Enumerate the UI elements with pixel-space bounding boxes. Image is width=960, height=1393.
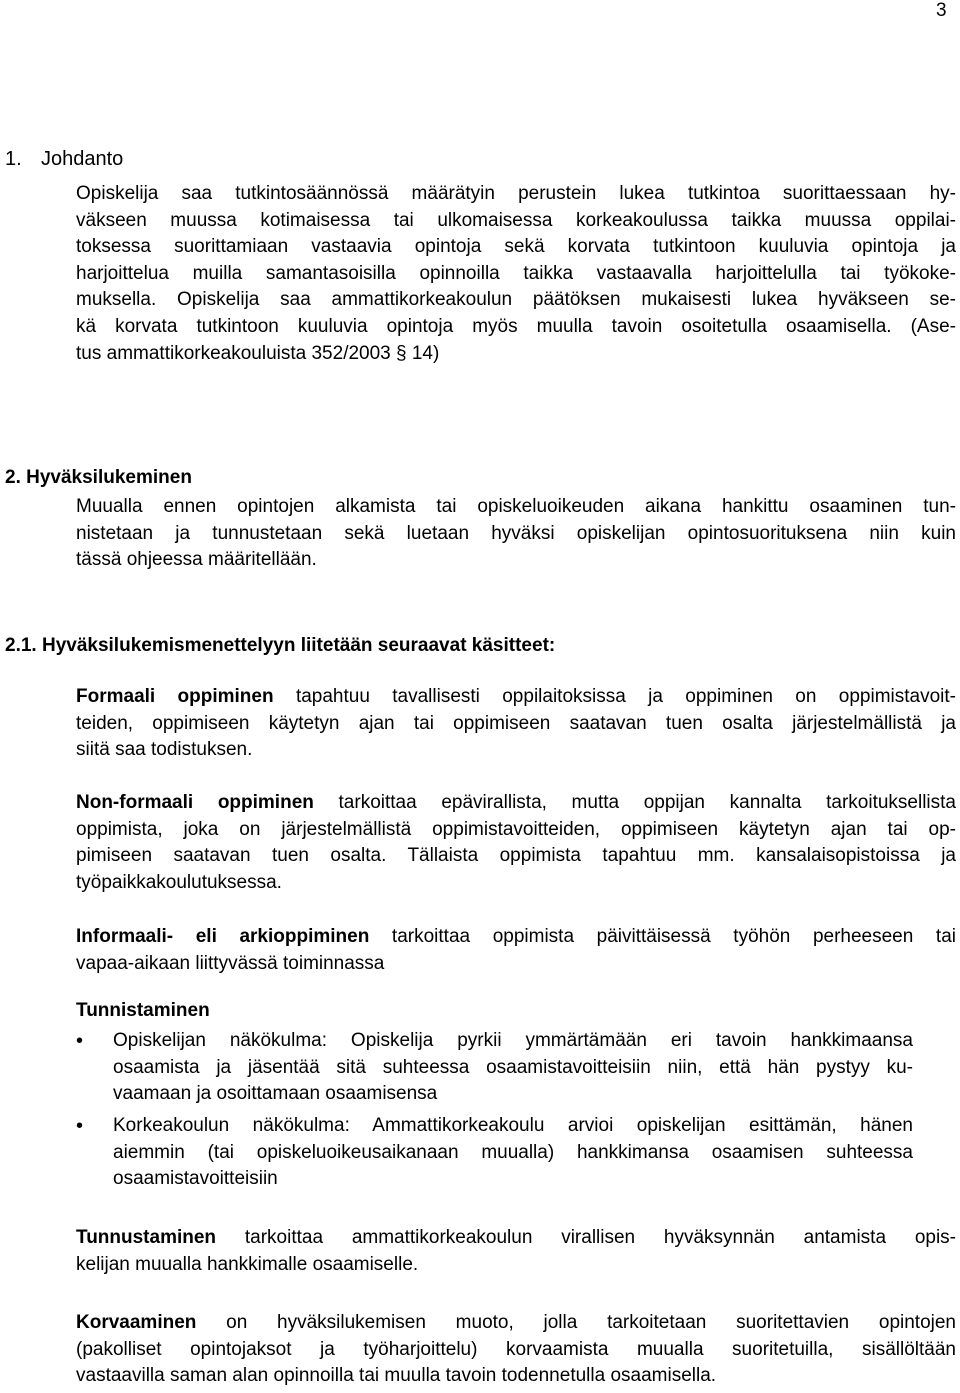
text-line: harjoittelua muilla samantasoisilla opinnoilla taikka vastaavalla harjoittelulla tai työkoke- — [76, 262, 956, 284]
text-line: aiemmin (tai opiskeluoikeusaikanaan muualla) hankkimansa osaamisen suhteessa — [113, 1141, 913, 1163]
text-line: väkseen muussa kotimaisessa tai ulkomaisessa korkeakoulussa taikka muussa oppilai- — [76, 209, 956, 231]
text-line: Opiskelija saa tutkintosäännössä määrätyin perustein lukea tutkintoa suorittaessaan hy- — [76, 183, 956, 204]
text-line: toksessa suorittamiaan vastaavia opintoja sekä korvata tutkintoon kuuluvia opintoja ja — [76, 236, 956, 258]
section-2-heading: 2. Hyväksilukeminen — [5, 467, 192, 488]
term-nonformaali: Non-formaali oppiminen — [76, 792, 314, 813]
text-line — [76, 1225, 956, 1252]
section-1-heading — [5, 147, 123, 171]
text-line: vastaavilla saman alan opinnoilla tai muulla tavoin todennetulla osaamisella. — [76, 1365, 717, 1387]
section-1-title: Johdanto — [41, 148, 124, 170]
text-line — [76, 924, 956, 951]
section-1-paragraph — [76, 181, 956, 367]
section-1-number: 1. — [5, 148, 22, 170]
term-text: on hyväksilukemisen muoto, jolla tarkoitetaan suoritettavien opintojen — [196, 1312, 956, 1333]
term-text: tarkoittaa epävirallista, mutta oppijan kannalta tarkoituksellista — [313, 792, 956, 813]
tunnistaminen-bullet-2 — [113, 1113, 913, 1193]
text-line: vaamaan ja osoittamaan osaamisensa — [113, 1083, 438, 1105]
term-text: tarkoittaa oppimista päivittäisessä työhön perheeseen tai — [369, 926, 956, 947]
term-informaali: Informaali- eli arkioppiminen — [76, 926, 370, 947]
term-tunnustaminen: Tunnustaminen — [76, 1227, 217, 1248]
text-line: Muualla ennen opintojen alkamista tai opiskeluoikeuden aikana hankittu osaaminen tun- — [76, 496, 956, 517]
bullet-icon: • — [76, 1115, 84, 1137]
text-line: tässä ohjeessa määritellään. — [76, 549, 317, 571]
korvaaminen-paragraph — [76, 1310, 956, 1390]
text-line: osaamista ja jäsentää sitä suhteessa osaamistavoitteisiin niin, että hän pystyy ku- — [113, 1056, 913, 1078]
text-line: muksella. Opiskelija saa ammattikorkeakoulun päätöksen mukaisesti lukea hyväkseen se- — [76, 289, 956, 311]
text-line — [76, 1310, 956, 1337]
page-number: 3 — [936, 0, 947, 21]
section-2-1-heading: 2.1. Hyväksilukemismenettelyyn liitetään seuraavat käsitteet: — [5, 635, 556, 656]
term-text: tarkoittaa ammattikorkeakoulun virallisen hyväksynnän antamista opis- — [216, 1227, 956, 1248]
text-line — [76, 790, 956, 817]
bullet-icon: • — [76, 1030, 84, 1052]
formaali-paragraph — [76, 684, 956, 764]
text-line: nistetaan ja tunnustetaan sekä luetaan hyväksi opiskelijan opintosuorituksena niin kuin — [76, 522, 956, 544]
tunnistaminen-heading — [76, 998, 956, 1025]
text-line: teiden, oppimiseen käytetyn ajan tai oppimiseen saatavan tuen osalta järjestelmällistä ja — [76, 712, 956, 734]
text-line — [76, 684, 956, 711]
text-line: osaamistavoitteisiin — [113, 1168, 278, 1190]
text-line: Korkeakoulun näkökulma: Ammattikorkeakoulu arvioi opiskelijan esittämän, hänen — [113, 1115, 913, 1136]
term-text: tapahtuu tavallisesti oppilaitoksissa ja oppiminen on oppimistavoit- — [273, 686, 956, 707]
nonformaali-paragraph — [76, 790, 956, 896]
text-line: tus ammattikorkeakouluista 352/2003 § 14) — [76, 342, 440, 364]
text-line: oppimista, joka on järjestelmällistä oppimistavoitteiden, oppimiseen käytetyn ajan tai op- — [76, 818, 956, 840]
tunnistaminen-bullet-1 — [113, 1028, 913, 1108]
text-line: Tunnistaminen — [76, 1000, 210, 1021]
informaali-paragraph — [76, 924, 956, 977]
text-line: vapaa-aikaan liittyvässä toiminnassa — [76, 952, 385, 974]
text-line: Opiskelijan näkökulma: Opiskelija pyrkii ymmärtämään eri tavoin hankkimaansa — [113, 1030, 913, 1051]
term-formaali: Formaali oppiminen — [76, 686, 274, 707]
text-line: kelijan muualla hankkimalle osaamiselle. — [76, 1253, 419, 1275]
section-2-paragraph — [76, 494, 956, 574]
text-line: työpaikkakoulutuksessa. — [76, 871, 282, 893]
text-line: pimiseen saatavan tuen osalta. Tällaista oppimista tapahtuu mm. kansalaisopistoissa ja — [76, 845, 956, 867]
term-korvaaminen: Korvaaminen — [76, 1312, 197, 1333]
tunnustaminen-paragraph — [76, 1225, 956, 1278]
text-line: kä korvata tutkintoon kuuluvia opintoja myös muulla tavoin osoitetulla osaamisella. (Ase- — [76, 315, 956, 337]
text-line: siitä saa todistuksen. — [76, 739, 253, 761]
text-line: (pakolliset opintojaksot ja työharjoittelu) korvaamista muualla suoritetuilla, sisällöltään — [76, 1338, 956, 1360]
